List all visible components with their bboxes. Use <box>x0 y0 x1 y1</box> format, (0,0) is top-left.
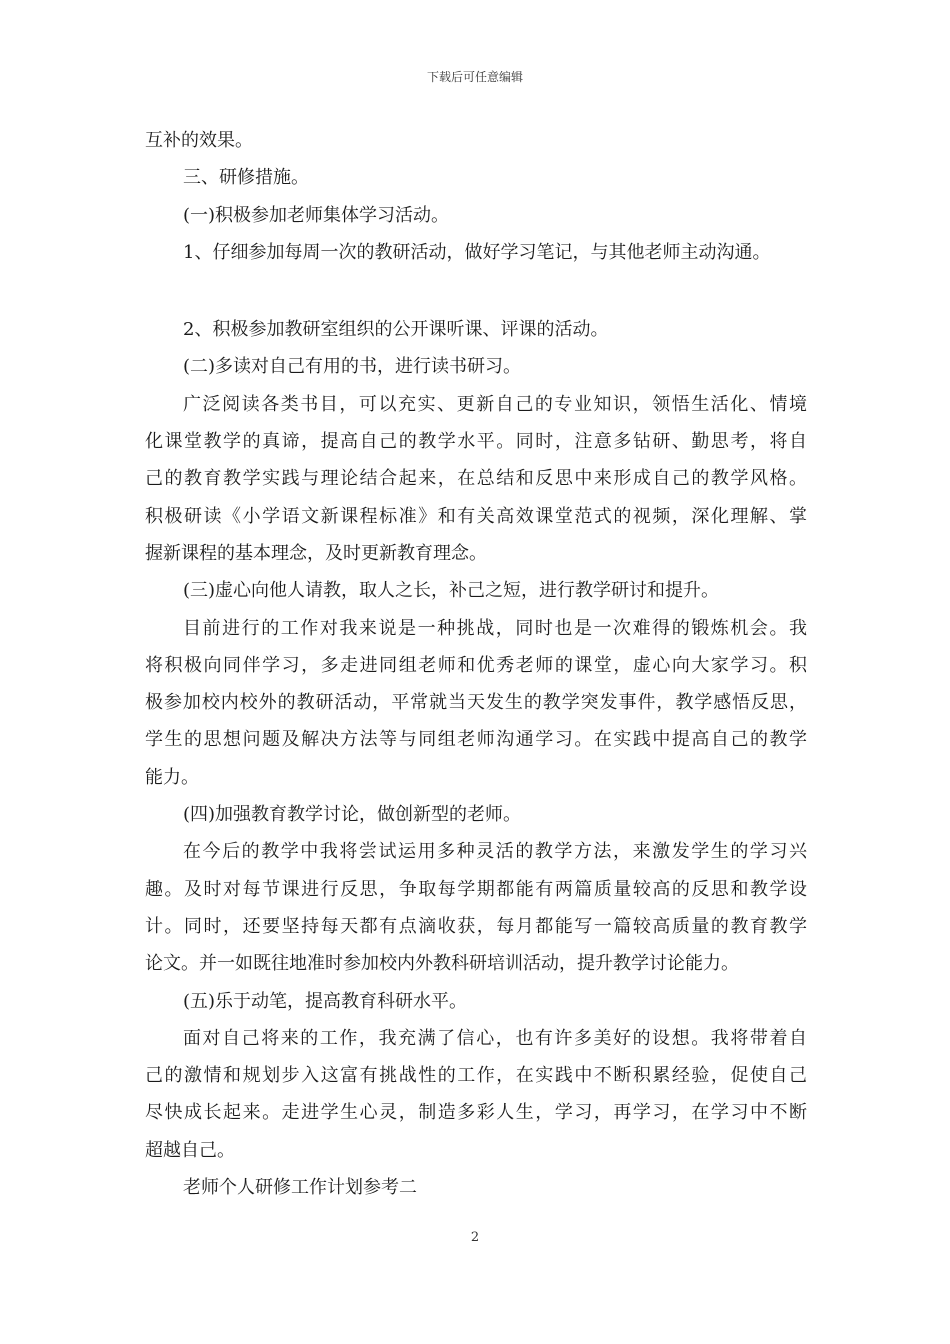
paragraph-line: 能力。 <box>145 766 199 788</box>
list-item: 1、仔细参加每周一次的教研活动，做好学习笔记，与其他老师主动沟通。 <box>183 241 771 263</box>
subsection-heading: (四)加强教育教学讨论，做创新型的老师。 <box>183 804 522 826</box>
paragraph-line: 己的激情和规划步入这富有挑战性的工作，在实践中不断积累经验，促使自己 <box>145 1065 807 1087</box>
page-header: 下载后可任意编辑 <box>426 70 523 84</box>
paragraph-line: 尽快成长起来。走进学生心灵，制造多彩人生，学习，再学习，在学习中不断 <box>145 1102 807 1124</box>
paragraph-line: 化课堂教学的真谛，提高自己的教学水平。同时，注意多钻研、勤思考，将自 <box>145 431 807 453</box>
paragraph-line: 计。同时，还要坚持每天都有点滴收获，每月都能写一篇较高质量的教育教学 <box>145 915 807 937</box>
subsection-heading: (三)虚心向他人请教，取人之长，补己之短，进行教学研讨和提升。 <box>183 580 720 602</box>
subsection-heading: (二)多读对自己有用的书，进行读书研习。 <box>183 356 522 378</box>
paragraph-line: 握新课程的基本理念，及时更新教育理念。 <box>145 542 487 564</box>
paragraph-line: 目前进行的工作对我来说是一种挑战，同时也是一次难得的锻炼机会。我 <box>183 617 807 639</box>
paragraph-line: 论文。并一如既往地准时参加校内外教科研培训活动，提升教学讨论能力。 <box>145 953 739 975</box>
paragraph-line: 趣。及时对每节课进行反思，争取每学期都能有两篇质量较高的反思和教学设 <box>145 878 807 900</box>
section-title: 老师个人研修工作计划参考二 <box>183 1177 417 1199</box>
paragraph-line: 在今后的教学中我将尝试运用多种灵活的教学方法，来激发学生的学习兴 <box>183 841 807 863</box>
paragraph-line: 将积极向同伴学习，多走进同组老师和优秀老师的课堂，虚心向大家学习。积 <box>145 654 807 676</box>
subsection-heading: (一)积极参加老师集体学习活动。 <box>183 204 450 226</box>
paragraph-line: 己的教育教学实践与理论结合起来，在总结和反思中来形成自己的教学风格。 <box>145 468 807 490</box>
subsection-heading: (五)乐于动笔，提高教育科研水平。 <box>183 990 468 1012</box>
document-body <box>145 122 807 1206</box>
list-item: 2、积极参加教研室组织的公开课听课、评课的活动。 <box>183 319 609 341</box>
paragraph-line: 积极研读《小学语文新课程标准》和有关高效课堂范式的视频，深化理解、掌 <box>145 505 807 527</box>
paragraph-line: 面对自己将来的工作，我充满了信心，也有许多美好的设想。我将带着自 <box>183 1027 807 1049</box>
paragraph-line: 极参加校内校外的教研活动，平常就当天发生的教学突发事件，教学感悟反思， <box>145 692 807 714</box>
section-heading: 三、研修措施。 <box>183 167 309 189</box>
paragraph-line: 学生的思想问题及解决方法等与同组老师沟通学习。在实践中提高自己的教学 <box>145 729 807 751</box>
blank-gap <box>145 271 807 311</box>
text-line: 互补的效果。 <box>145 130 253 151</box>
page-number: 2 <box>470 1230 480 1245</box>
paragraph-line: 超越自己。 <box>145 1139 235 1161</box>
paragraph-line: 广泛阅读各类书目，可以充实、更新自己的专业知识，领悟生活化、情境 <box>183 393 807 415</box>
